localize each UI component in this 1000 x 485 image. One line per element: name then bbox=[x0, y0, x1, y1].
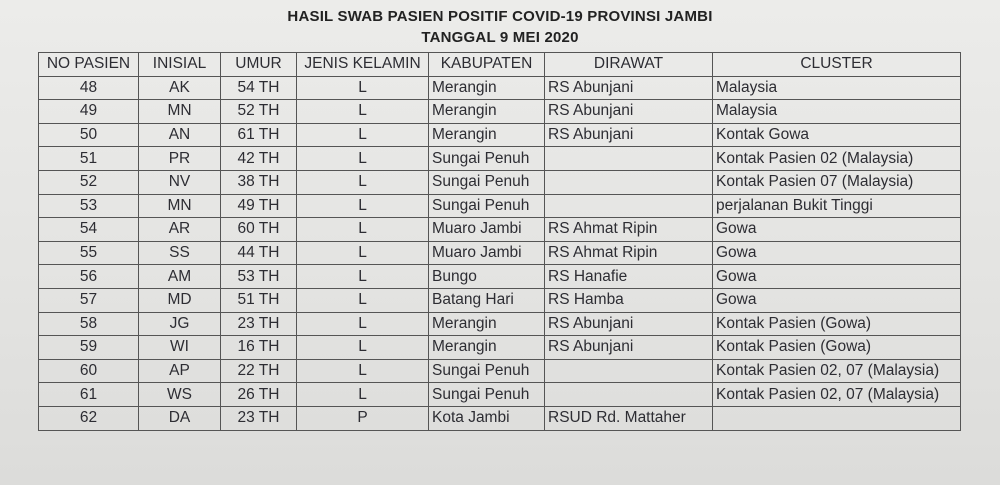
umur-cell: 23 TH bbox=[221, 312, 297, 336]
umur-cell: 23 TH bbox=[221, 406, 297, 430]
table-row bbox=[39, 312, 961, 336]
dirawat-cell: RS Hanafie bbox=[545, 265, 713, 289]
no-pasien-cell: 55 bbox=[39, 241, 139, 265]
jenis-kelamin-cell: L bbox=[297, 123, 429, 147]
table-row bbox=[39, 123, 961, 147]
inisial-cell: WI bbox=[139, 336, 221, 360]
umur-cell: 54 TH bbox=[221, 76, 297, 100]
cluster-cell bbox=[713, 406, 961, 430]
dirawat-cell: RS Abunjani bbox=[545, 76, 713, 100]
cluster-cell: perjalanan Bukit Tinggi bbox=[713, 194, 961, 218]
umur-cell: 22 TH bbox=[221, 359, 297, 383]
kabupaten-cell: Kota Jambi bbox=[429, 406, 545, 430]
table-row bbox=[39, 147, 961, 171]
jenis-kelamin-cell: L bbox=[297, 265, 429, 289]
table-row bbox=[39, 170, 961, 194]
kabupaten-cell: Sungai Penuh bbox=[429, 383, 545, 407]
dirawat-cell: RS Abunjani bbox=[545, 123, 713, 147]
no-pasien-cell: 48 bbox=[39, 76, 139, 100]
kabupaten-cell: Sungai Penuh bbox=[429, 170, 545, 194]
no-pasien-cell: 58 bbox=[39, 312, 139, 336]
inisial-cell: MN bbox=[139, 100, 221, 124]
document-title: HASIL SWAB PASIEN POSITIF COVID-19 PROVINSI JAMBI bbox=[287, 8, 713, 25]
column-header-dirawat: DIRAWAT bbox=[545, 53, 713, 77]
no-pasien-cell: 61 bbox=[39, 383, 139, 407]
dirawat-cell bbox=[545, 359, 713, 383]
kabupaten-cell: Merangin bbox=[429, 312, 545, 336]
jenis-kelamin-cell: L bbox=[297, 312, 429, 336]
jenis-kelamin-cell: L bbox=[297, 359, 429, 383]
cluster-cell: Kontak Pasien 02 (Malaysia) bbox=[713, 147, 961, 171]
dirawat-cell bbox=[545, 147, 713, 171]
dirawat-cell bbox=[545, 170, 713, 194]
umur-cell: 53 TH bbox=[221, 265, 297, 289]
kabupaten-cell: Sungai Penuh bbox=[429, 359, 545, 383]
column-header-kabupaten: KABUPATEN bbox=[429, 53, 545, 77]
inisial-cell: AM bbox=[139, 265, 221, 289]
no-pasien-cell: 52 bbox=[39, 170, 139, 194]
inisial-cell: DA bbox=[139, 406, 221, 430]
cluster-cell: Kontak Pasien 07 (Malaysia) bbox=[713, 170, 961, 194]
column-header-inisial: INISIAL bbox=[139, 53, 221, 77]
jenis-kelamin-cell: L bbox=[297, 147, 429, 171]
jenis-kelamin-cell: L bbox=[297, 383, 429, 407]
patient-table bbox=[38, 52, 961, 431]
dirawat-cell: RS Abunjani bbox=[545, 312, 713, 336]
cluster-cell: Gowa bbox=[713, 218, 961, 242]
inisial-cell: AR bbox=[139, 218, 221, 242]
inisial-cell: JG bbox=[139, 312, 221, 336]
cluster-cell: Gowa bbox=[713, 241, 961, 265]
jenis-kelamin-cell: L bbox=[297, 241, 429, 265]
table-header-row bbox=[39, 53, 961, 77]
umur-cell: 51 TH bbox=[221, 288, 297, 312]
table-row bbox=[39, 359, 961, 383]
table-row bbox=[39, 406, 961, 430]
inisial-cell: MD bbox=[139, 288, 221, 312]
inisial-cell: AK bbox=[139, 76, 221, 100]
table-row bbox=[39, 241, 961, 265]
kabupaten-cell: Muaro Jambi bbox=[429, 241, 545, 265]
table-row bbox=[39, 194, 961, 218]
jenis-kelamin-cell: L bbox=[297, 336, 429, 360]
jenis-kelamin-cell: L bbox=[297, 76, 429, 100]
cluster-cell: Kontak Gowa bbox=[713, 123, 961, 147]
inisial-cell: AN bbox=[139, 123, 221, 147]
table-row bbox=[39, 100, 961, 124]
table-row bbox=[39, 76, 961, 100]
column-header-cluster: CLUSTER bbox=[713, 53, 961, 77]
table-row bbox=[39, 288, 961, 312]
table-row bbox=[39, 265, 961, 289]
no-pasien-cell: 59 bbox=[39, 336, 139, 360]
dirawat-cell: RS Ahmat Ripin bbox=[545, 218, 713, 242]
dirawat-cell: RS Hamba bbox=[545, 288, 713, 312]
kabupaten-cell: Sungai Penuh bbox=[429, 147, 545, 171]
column-header-umur: UMUR bbox=[221, 53, 297, 77]
dirawat-cell bbox=[545, 383, 713, 407]
kabupaten-cell: Bungo bbox=[429, 265, 545, 289]
jenis-kelamin-cell: L bbox=[297, 194, 429, 218]
umur-cell: 44 TH bbox=[221, 241, 297, 265]
cluster-cell: Gowa bbox=[713, 265, 961, 289]
umur-cell: 61 TH bbox=[221, 123, 297, 147]
no-pasien-cell: 56 bbox=[39, 265, 139, 289]
umur-cell: 38 TH bbox=[221, 170, 297, 194]
cluster-cell: Kontak Pasien 02, 07 (Malaysia) bbox=[713, 359, 961, 383]
inisial-cell: WS bbox=[139, 383, 221, 407]
dirawat-cell: RSUD Rd. Mattaher bbox=[545, 406, 713, 430]
cluster-cell: Kontak Pasien (Gowa) bbox=[713, 336, 961, 360]
inisial-cell: AP bbox=[139, 359, 221, 383]
cluster-cell: Kontak Pasien 02, 07 (Malaysia) bbox=[713, 383, 961, 407]
no-pasien-cell: 62 bbox=[39, 406, 139, 430]
table-row bbox=[39, 336, 961, 360]
dirawat-cell: RS Abunjani bbox=[545, 336, 713, 360]
umur-cell: 42 TH bbox=[221, 147, 297, 171]
no-pasien-cell: 60 bbox=[39, 359, 139, 383]
column-header-jenis-kelamin: JENIS KELAMIN bbox=[297, 53, 429, 77]
kabupaten-cell: Merangin bbox=[429, 123, 545, 147]
no-pasien-cell: 54 bbox=[39, 218, 139, 242]
no-pasien-cell: 50 bbox=[39, 123, 139, 147]
cluster-cell: Malaysia bbox=[713, 100, 961, 124]
kabupaten-cell: Merangin bbox=[429, 76, 545, 100]
dirawat-cell: RS Abunjani bbox=[545, 100, 713, 124]
no-pasien-cell: 49 bbox=[39, 100, 139, 124]
jenis-kelamin-cell: L bbox=[297, 100, 429, 124]
dirawat-cell bbox=[545, 194, 713, 218]
umur-cell: 60 TH bbox=[221, 218, 297, 242]
cluster-cell: Malaysia bbox=[713, 76, 961, 100]
inisial-cell: SS bbox=[139, 241, 221, 265]
kabupaten-cell: Merangin bbox=[429, 100, 545, 124]
kabupaten-cell: Merangin bbox=[429, 336, 545, 360]
cluster-cell: Gowa bbox=[713, 288, 961, 312]
kabupaten-cell: Sungai Penuh bbox=[429, 194, 545, 218]
dirawat-cell: RS Ahmat Ripin bbox=[545, 241, 713, 265]
inisial-cell: MN bbox=[139, 194, 221, 218]
umur-cell: 52 TH bbox=[221, 100, 297, 124]
umur-cell: 49 TH bbox=[221, 194, 297, 218]
jenis-kelamin-cell: L bbox=[297, 170, 429, 194]
column-header-no-pasien: NO PASIEN bbox=[39, 53, 139, 77]
no-pasien-cell: 51 bbox=[39, 147, 139, 171]
table-row bbox=[39, 383, 961, 407]
no-pasien-cell: 57 bbox=[39, 288, 139, 312]
umur-cell: 26 TH bbox=[221, 383, 297, 407]
document-date: TANGGAL 9 MEI 2020 bbox=[421, 29, 579, 46]
table-row bbox=[39, 218, 961, 242]
kabupaten-cell: Muaro Jambi bbox=[429, 218, 545, 242]
no-pasien-cell: 53 bbox=[39, 194, 139, 218]
umur-cell: 16 TH bbox=[221, 336, 297, 360]
cluster-cell: Kontak Pasien (Gowa) bbox=[713, 312, 961, 336]
inisial-cell: NV bbox=[139, 170, 221, 194]
jenis-kelamin-cell: L bbox=[297, 288, 429, 312]
inisial-cell: PR bbox=[139, 147, 221, 171]
jenis-kelamin-cell: L bbox=[297, 218, 429, 242]
jenis-kelamin-cell: P bbox=[297, 406, 429, 430]
kabupaten-cell: Batang Hari bbox=[429, 288, 545, 312]
